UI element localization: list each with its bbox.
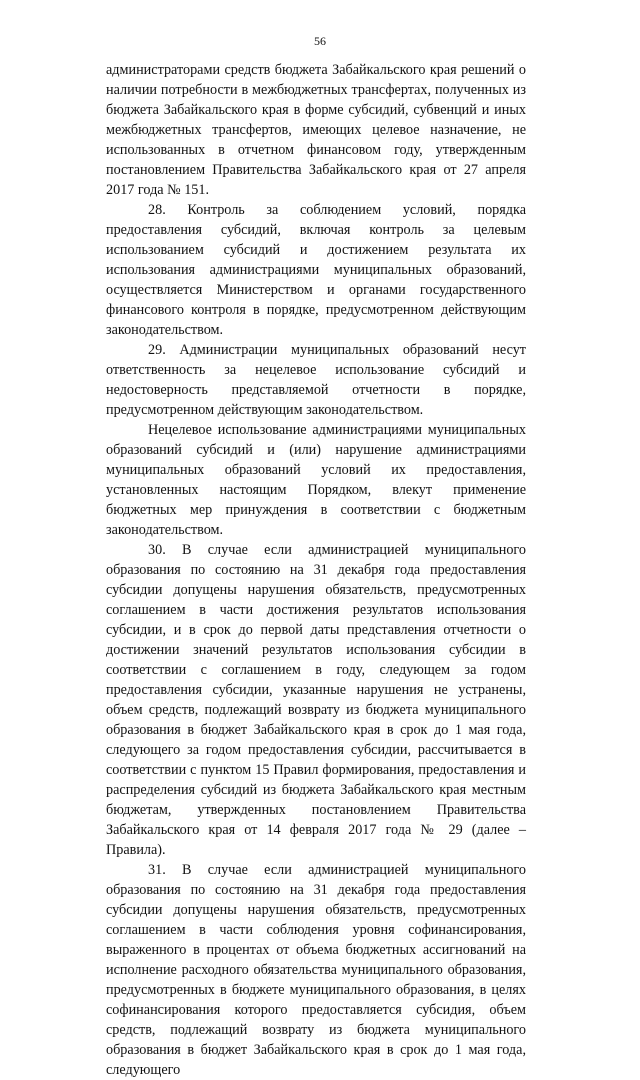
page-number: 56 bbox=[314, 34, 326, 48]
document-body bbox=[106, 60, 526, 1080]
paragraph-29: 29. Администрации муниципальных образований несут ответственность за нецелевое использование субсидий и недостоверность представляемой отчетности в порядке, предусмотренном действующим законодательством. bbox=[106, 342, 526, 418]
paragraph-29-continued: Нецелевое использование администрациями муниципальных образований субсидий и (или) нарушение администрациями муниципальных образований условий их предоставления, установленных настоящим Порядком, влекут применение бюджетных мер принуждения в соответствии с бюджетным законодательством. bbox=[106, 422, 526, 538]
paragraph-31: 31. В случае если администрацией муниципального образования по состоянию на 31 декабря года предоставления субсидии допущены нарушения обязательств, предусмотренных соглашением в части соблюдения уровня софинансирования, выраженного в процентах от объема бюджетных ассигнований на исполнение расходного обязательства муниципального образования, предусмотренных в бюджете муниципального образования, в целях софинансирования которого предоставляется субсидия, объем средств, подлежащий возврату из бюджета муниципального образования в бюджет Забайкальского края в срок до 1 мая года, следующего bbox=[106, 862, 526, 1078]
paragraph-continuation: администраторами средств бюджета Забайкальского края решений о наличии потребности в межбюджетных трансфертах, полученных из бюджета Забайкальского края в форме субсидий, субвенций и иных межбюджетных трансфертов, имеющих целевое назначение, не использованных в отчетном финансовом году, утвержденным постановлением Правительства Забайкальского края от 27 апреля 2017 года № 151. bbox=[106, 62, 526, 198]
paragraph-30: 30. В случае если администрацией муниципального образования по состоянию на 31 декабря года предоставления субсидии допущены нарушения обязательств, предусмотренных соглашением в части достижения результатов использования субсидии, и в срок до первой даты представления отчетности о достижении значений результатов использования субсидии в соответствии с соглашением в году, следующем за годом предоставления субсидии, указанные нарушения не устранены, объем средств, подлежащий возврату из бюджета муниципального образования в бюджет Забайкальского края в срок до 1 мая года, следующего за годом предоставления субсидии, рассчитывается в соответствии с пунктом 15 Правил формирования, предоставления и распределения субсидий из бюджета Забайкальского края местным бюджетам, утвержденных постановлением Правительства Забайкальского края от 14 февраля 2017 года № 29 (далее – Правила). bbox=[106, 542, 526, 858]
paragraph-28: 28. Контроль за соблюдением условий, порядка предоставления субсидий, включая контроль за целевым использованием субсидий и достижением результата их использования администрациями муниципальных образований, осуществляется Министерством и органами государственного финансового контроля в порядке, предусмотренном действующим законодательством. bbox=[106, 202, 526, 338]
